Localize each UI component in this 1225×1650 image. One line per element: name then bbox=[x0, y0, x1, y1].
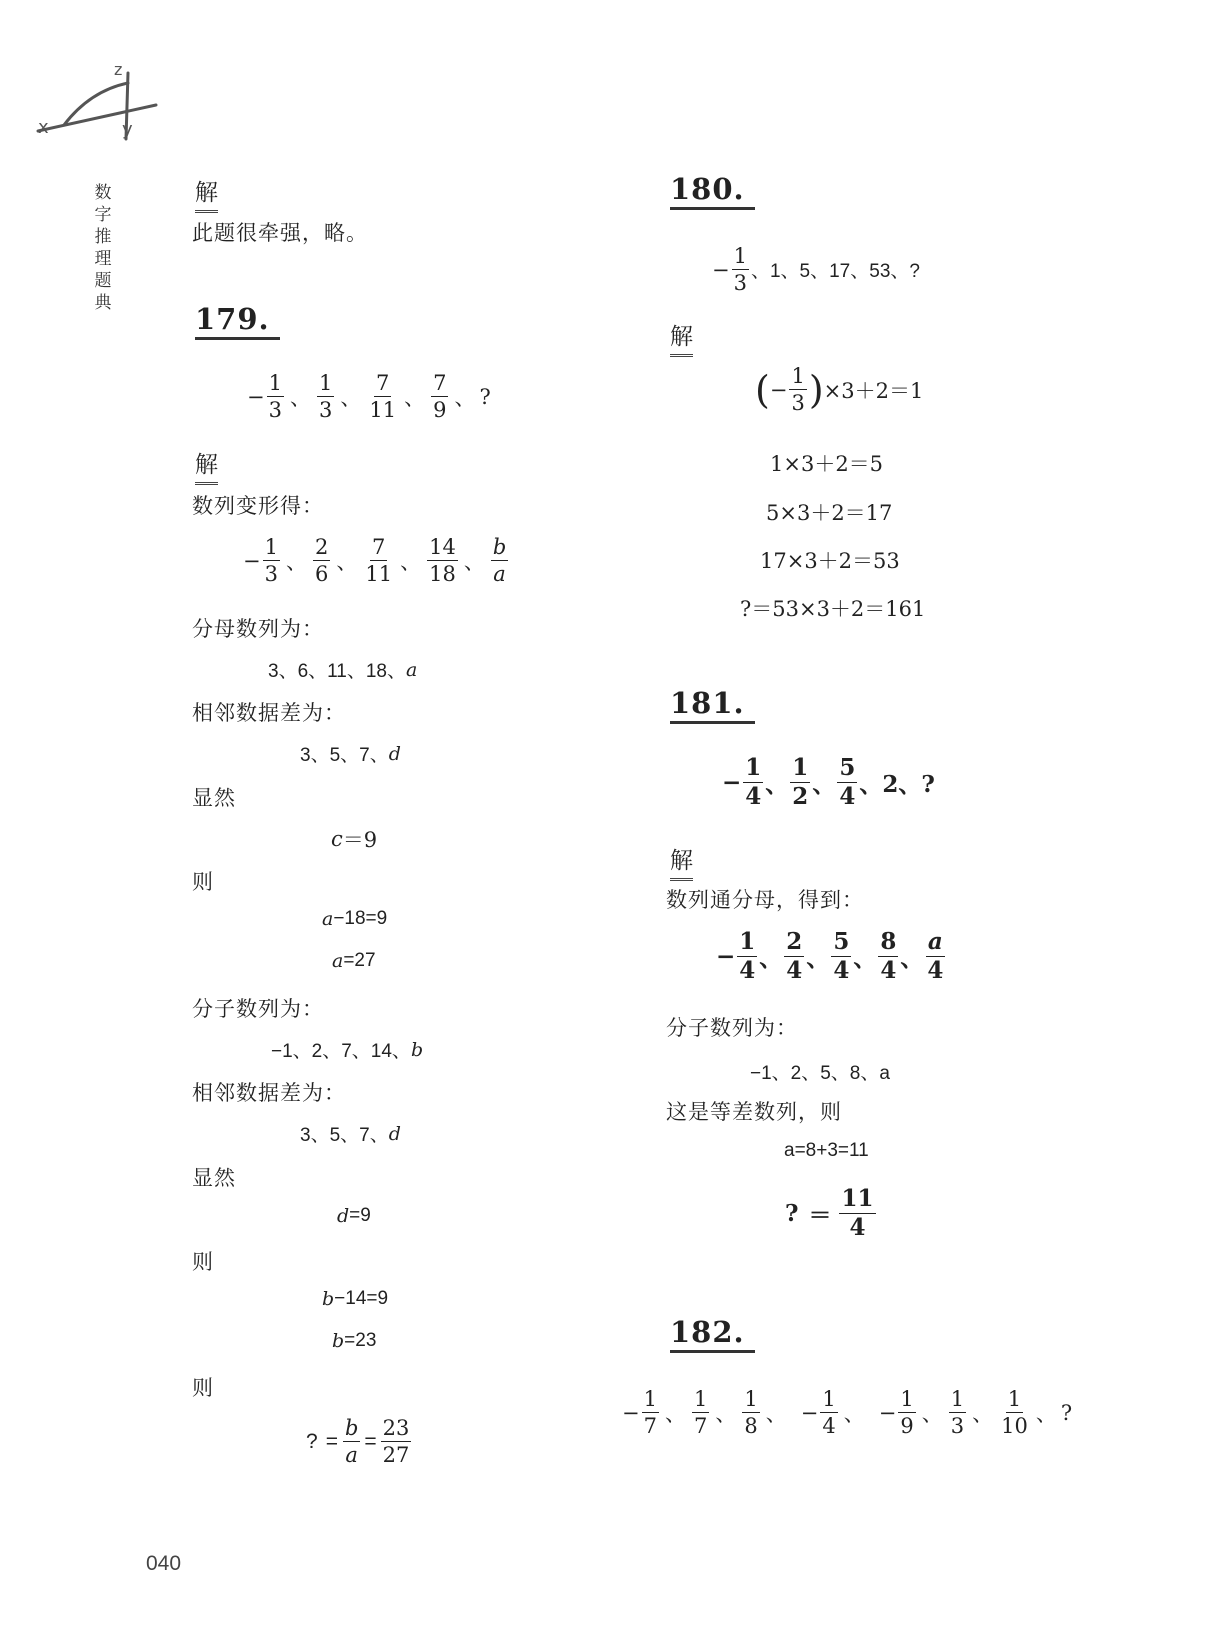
denominator: 3 bbox=[950, 1414, 965, 1439]
denominator: a bbox=[345, 1443, 358, 1468]
problem-182-sequence bbox=[622, 1388, 1072, 1437]
problem-180-sequence bbox=[712, 245, 920, 294]
separator: 、 bbox=[463, 549, 485, 574]
separator: 、 bbox=[765, 771, 789, 799]
numerator: 1 bbox=[820, 1388, 837, 1413]
fraction bbox=[925, 930, 945, 983]
numerator: 7 bbox=[374, 372, 391, 397]
minus-sign: − bbox=[769, 377, 788, 402]
separator: 、 bbox=[404, 385, 426, 410]
difference-sequence bbox=[300, 740, 401, 767]
denominator: 3 bbox=[318, 398, 333, 423]
text-line: 则 bbox=[192, 1250, 214, 1274]
variable: d bbox=[388, 742, 401, 765]
variable: d bbox=[337, 1205, 350, 1227]
variable: a bbox=[406, 658, 418, 681]
denominator: 6 bbox=[314, 562, 329, 587]
solution-label: 解 bbox=[195, 446, 218, 485]
text-line: 相邻数据差为： bbox=[192, 1081, 346, 1105]
minus-sign: − bbox=[243, 548, 261, 573]
fraction bbox=[789, 365, 806, 414]
fraction bbox=[313, 536, 330, 585]
equation-rhs: =27 bbox=[343, 950, 376, 971]
variable: a bbox=[332, 950, 344, 972]
denominator: 4 bbox=[880, 957, 897, 985]
separator: 、 bbox=[765, 1401, 787, 1426]
text-line: 相邻数据差为： bbox=[192, 701, 346, 725]
fraction bbox=[737, 930, 757, 983]
paren-open: ( bbox=[755, 367, 770, 412]
separator: 、 bbox=[972, 1401, 994, 1426]
separator: 、 bbox=[853, 945, 877, 973]
fraction bbox=[427, 536, 458, 585]
page-number: 040 bbox=[146, 1552, 182, 1575]
equation-rhs: −18=9 bbox=[333, 908, 388, 929]
numerator: b bbox=[491, 536, 508, 561]
numerator: 23 bbox=[381, 1417, 412, 1442]
sequence-values: 3、5、7、 bbox=[300, 745, 389, 766]
numerator: 7 bbox=[431, 372, 448, 397]
separator: 、 bbox=[715, 1401, 737, 1426]
text-line: 分子数列为： bbox=[666, 1016, 798, 1040]
fraction bbox=[642, 1388, 659, 1437]
solution-label: 解 bbox=[670, 842, 693, 881]
fraction bbox=[837, 756, 857, 809]
variable: c bbox=[331, 827, 343, 851]
variable: d bbox=[388, 1122, 401, 1145]
numerator: 2 bbox=[313, 536, 330, 561]
separator: 、 bbox=[859, 771, 883, 799]
sequence-values: 、1、5、17、53、? bbox=[750, 261, 920, 283]
denominator: 4 bbox=[927, 957, 944, 985]
denominator: 4 bbox=[739, 957, 756, 985]
fraction bbox=[820, 1388, 837, 1437]
text-line: 则 bbox=[192, 1376, 214, 1400]
minus-sign: − bbox=[247, 384, 265, 409]
equation bbox=[332, 1330, 376, 1352]
fraction bbox=[732, 245, 749, 294]
fraction bbox=[878, 930, 898, 983]
problem-number-182: 182. bbox=[670, 1315, 755, 1353]
fraction bbox=[381, 1417, 412, 1466]
problem-number-181: 181. bbox=[670, 686, 755, 724]
numerator: 1 bbox=[743, 756, 763, 783]
question-mark: ? bbox=[1060, 1400, 1073, 1425]
equation bbox=[332, 950, 376, 972]
equation bbox=[337, 1205, 371, 1227]
sequence-values: 2、? bbox=[882, 771, 935, 799]
minus-sign: − bbox=[722, 769, 742, 797]
logo-z-letter: z bbox=[114, 60, 123, 79]
denominator-sequence bbox=[268, 656, 417, 683]
separator: 、 bbox=[454, 385, 476, 410]
equation: 1×3＋2＝5 bbox=[770, 452, 884, 476]
text-line: 显然 bbox=[192, 786, 236, 810]
numerator: a bbox=[926, 930, 945, 957]
fraction bbox=[692, 1388, 709, 1437]
numerator: b bbox=[343, 1417, 360, 1442]
fraction bbox=[898, 1388, 915, 1437]
denominator: 8 bbox=[744, 1414, 758, 1439]
denominator: 18 bbox=[429, 562, 456, 587]
numerator-sequence: −1、2、5、8、a bbox=[750, 1063, 890, 1084]
separator: 、 bbox=[400, 549, 422, 574]
denominator: 4 bbox=[833, 957, 850, 985]
final-answer-181 bbox=[785, 1187, 878, 1240]
equation: a=8+3=11 bbox=[784, 1140, 869, 1161]
sequence-values: 3、6、11、18、 bbox=[268, 661, 406, 682]
sequence-values: −1、2、7、14、 bbox=[271, 1041, 411, 1062]
fraction bbox=[831, 930, 851, 983]
side-title-char: 典 bbox=[94, 293, 112, 313]
fraction bbox=[431, 372, 448, 421]
solution-label: 解 bbox=[670, 318, 693, 357]
text-line: 显然 bbox=[192, 1166, 236, 1190]
denominator: 3 bbox=[264, 562, 278, 587]
text-line: 则 bbox=[192, 870, 214, 894]
minus-sign: − bbox=[712, 257, 730, 282]
equation-rhs: =9 bbox=[349, 1205, 371, 1226]
numerator: 5 bbox=[831, 930, 851, 957]
equation-rhs: −14=9 bbox=[334, 1288, 389, 1309]
equation: 17×3＋2＝53 bbox=[760, 549, 900, 573]
logo-x-letter: x bbox=[38, 117, 49, 138]
side-title-char: 字 bbox=[94, 205, 112, 225]
fraction bbox=[743, 756, 763, 809]
equation bbox=[322, 1288, 388, 1310]
numerator: 1 bbox=[732, 245, 749, 270]
fraction bbox=[491, 536, 508, 585]
equation-rhs: =23 bbox=[344, 1330, 377, 1351]
separator: 、 bbox=[1035, 1401, 1057, 1426]
numerator: 7 bbox=[370, 536, 387, 561]
numerator: 1 bbox=[642, 1388, 659, 1413]
equation: 5×3＋2＝17 bbox=[766, 501, 893, 525]
final-answer-179 bbox=[306, 1417, 413, 1466]
prev-answer: 此题很牵强，略。 bbox=[192, 221, 368, 245]
separator: 、 bbox=[759, 945, 783, 973]
equation-rhs: ＝9 bbox=[342, 828, 378, 852]
fraction bbox=[949, 1388, 966, 1437]
numerator: 1 bbox=[949, 1388, 966, 1413]
text-line: 分子数列为： bbox=[192, 997, 324, 1021]
fraction bbox=[790, 756, 810, 809]
denominator: 9 bbox=[433, 398, 447, 423]
side-title-char: 理 bbox=[94, 249, 112, 269]
separator: 、 bbox=[340, 385, 362, 410]
numerator: 14 bbox=[427, 536, 458, 561]
denominator: 27 bbox=[382, 1443, 410, 1468]
numerator: 8 bbox=[878, 930, 898, 957]
fraction bbox=[317, 372, 334, 421]
problem-number-180: 180. bbox=[670, 172, 755, 210]
paren-close: ) bbox=[808, 367, 824, 412]
separator: 、 bbox=[336, 549, 358, 574]
variable: b bbox=[332, 1330, 345, 1352]
denominator: 4 bbox=[839, 783, 856, 811]
fraction bbox=[267, 372, 284, 421]
separator: 、 bbox=[812, 771, 836, 799]
minus-sign: − bbox=[622, 1400, 640, 1425]
logo-y-letter: y bbox=[122, 119, 133, 140]
minus-sign: − bbox=[800, 1400, 819, 1425]
problem-179-sequence bbox=[247, 372, 491, 421]
numerator: 1 bbox=[898, 1388, 915, 1413]
text-line: 这是等差数列，则 bbox=[666, 1100, 842, 1124]
variable: b bbox=[322, 1288, 335, 1310]
minus-sign: − bbox=[716, 943, 736, 971]
side-title bbox=[92, 182, 114, 314]
numerator-sequence bbox=[271, 1036, 423, 1063]
denominator: 11 bbox=[365, 562, 393, 587]
question-mark: ? bbox=[479, 384, 491, 409]
numerator: 11 bbox=[839, 1187, 875, 1214]
fraction bbox=[999, 1388, 1030, 1437]
numerator: 1 bbox=[737, 930, 757, 957]
fraction bbox=[263, 536, 280, 585]
text-line: 数列变形得： bbox=[192, 494, 324, 518]
equation: ?＝53×3＋2＝161 bbox=[740, 597, 926, 621]
separator: 、 bbox=[900, 945, 924, 973]
difference-sequence bbox=[300, 1120, 401, 1147]
numerator: 1 bbox=[263, 536, 280, 561]
variable: a bbox=[322, 908, 334, 930]
separator: 、 bbox=[843, 1401, 865, 1426]
separator: 、 bbox=[806, 945, 830, 973]
equals-sign: = bbox=[325, 1429, 338, 1453]
numerator: 1 bbox=[267, 372, 284, 397]
problem-181-sequence-common-denominator bbox=[716, 930, 947, 983]
denominator: 7 bbox=[693, 1414, 708, 1439]
denominator: 11 bbox=[369, 398, 397, 423]
variable: b bbox=[410, 1038, 424, 1061]
denominator: 3 bbox=[791, 391, 805, 416]
numerator: 1 bbox=[317, 372, 334, 397]
numerator: 1 bbox=[789, 365, 806, 390]
problem-179-sequence-transformed bbox=[243, 536, 510, 585]
question-mark: ? bbox=[306, 1429, 318, 1453]
equation bbox=[755, 365, 923, 414]
equals-sign: = bbox=[364, 1429, 377, 1453]
fraction bbox=[367, 372, 398, 421]
side-title-char: 数 bbox=[94, 183, 112, 203]
equation bbox=[331, 824, 377, 854]
fraction bbox=[784, 930, 804, 983]
denominator: 9 bbox=[900, 1414, 914, 1439]
denominator: 2 bbox=[792, 783, 809, 811]
side-title-char: 推 bbox=[94, 227, 112, 247]
minus-sign: − bbox=[878, 1400, 897, 1425]
denominator: 3 bbox=[733, 271, 747, 296]
equation-rhs: ×3＋2＝1 bbox=[823, 378, 924, 403]
text-line: 分母数列为： bbox=[192, 617, 324, 641]
numerator: 1 bbox=[742, 1388, 759, 1413]
fraction bbox=[839, 1187, 875, 1240]
equals-sign: ＝ bbox=[808, 1202, 832, 1230]
sequence-values: 3、5、7、 bbox=[300, 1125, 389, 1146]
equation bbox=[322, 908, 387, 930]
numerator: 1 bbox=[790, 756, 810, 783]
separator: 、 bbox=[289, 385, 311, 410]
denominator: 3 bbox=[268, 398, 282, 423]
axes-logo bbox=[30, 55, 170, 150]
denominator: 10 bbox=[1001, 1414, 1028, 1439]
denominator: 4 bbox=[849, 1214, 866, 1242]
separator: 、 bbox=[664, 1401, 686, 1426]
question-mark: ? bbox=[785, 1200, 799, 1228]
problem-181-sequence bbox=[722, 756, 935, 809]
denominator: 7 bbox=[643, 1414, 657, 1439]
separator: 、 bbox=[285, 549, 307, 574]
problem-number-179: 179. bbox=[195, 302, 280, 340]
numerator: 1 bbox=[1006, 1388, 1023, 1413]
numerator: 1 bbox=[692, 1388, 709, 1413]
denominator: 4 bbox=[822, 1414, 836, 1439]
solution-label: 解 bbox=[195, 174, 218, 213]
text-line: 数列通分母，得到： bbox=[666, 888, 864, 912]
separator: 、 bbox=[921, 1401, 943, 1426]
numerator: 5 bbox=[837, 756, 857, 783]
numerator: 2 bbox=[784, 930, 804, 957]
fraction bbox=[742, 1388, 759, 1437]
denominator: 4 bbox=[786, 957, 803, 985]
fraction bbox=[363, 536, 394, 585]
denominator: a bbox=[493, 562, 506, 587]
side-title-char: 题 bbox=[94, 271, 112, 291]
denominator: 4 bbox=[745, 783, 762, 811]
fraction bbox=[343, 1417, 360, 1466]
